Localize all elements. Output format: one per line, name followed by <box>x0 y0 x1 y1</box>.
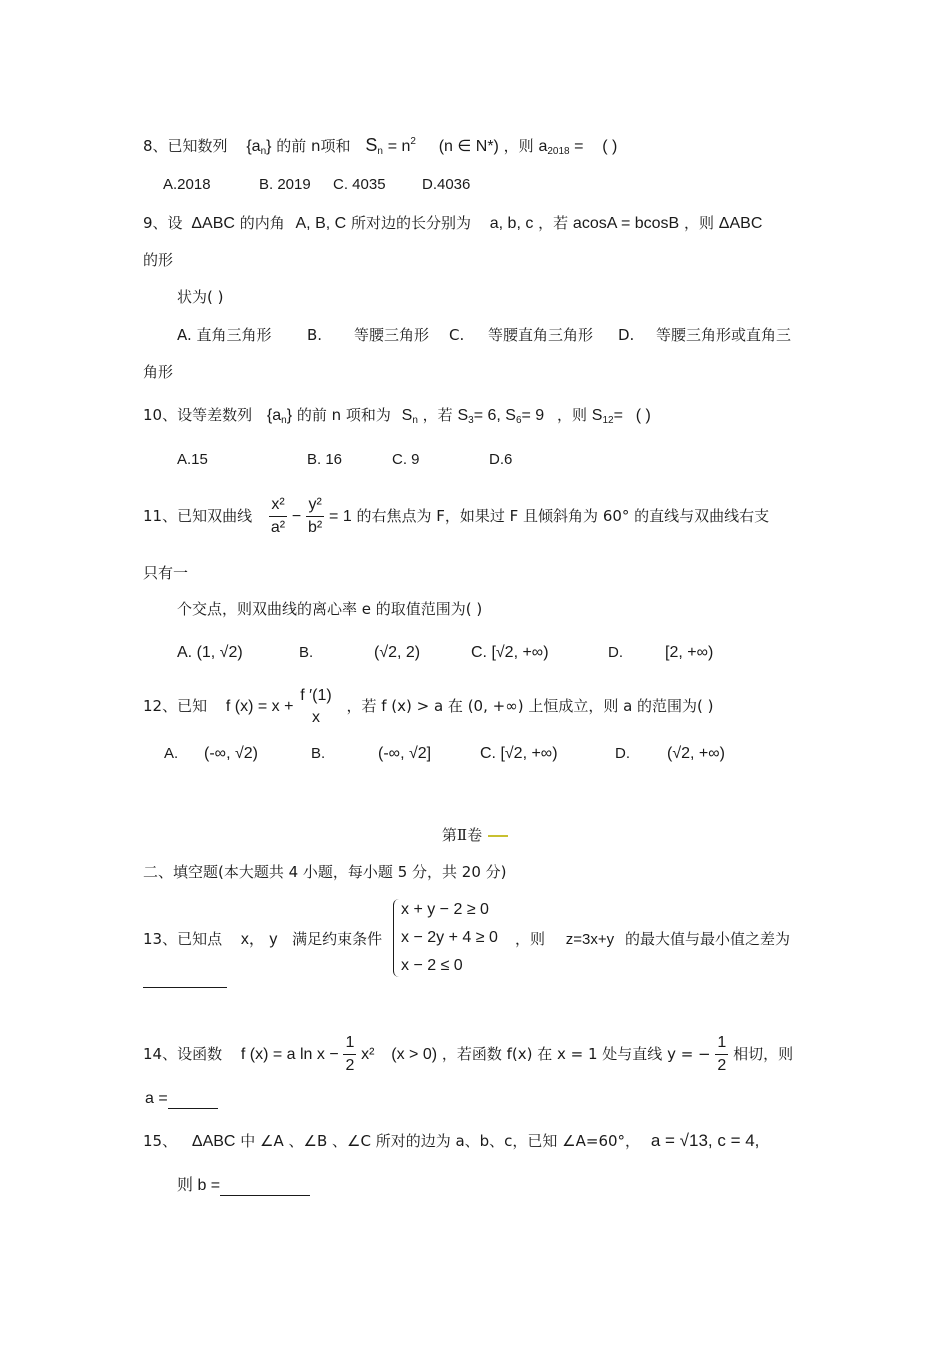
q10-option-d: D.6 <box>489 451 513 468</box>
q15-answer: 则 b = <box>177 1175 310 1196</box>
q13-constraint-system: x + y − 2 ≥ 0 x − 2y + 4 ≥ 0 x − 2 ≤ 0 <box>393 899 523 979</box>
q11-fraction-x: $\frac{\text{x²}}{\text{a²}}$ <box>270 496 286 536</box>
q11-option-d-label: D. <box>608 644 623 661</box>
q8-stem: 8、已知数列 $\{a_n\}$ 的前 n项和 $S_n = n^2$ (n ∈ N*) ，则 $a_{2018}$ = ( ) <box>143 135 618 157</box>
q10-stem: 10、设等差数列 $\{a_n\}$ 的前 n 项和为 $S_n$ ，若 $S_3= 6$, $S_6= 9$ ，则 $S_{12}=$ ( ) <box>143 406 651 426</box>
q9-stem: 9、设 ΔABC 的内角 A, B, C 所对边的长分别为 a, b, c ，若 acosA = bcosB ，则 ΔABC <box>143 214 763 232</box>
part2-title: 第Ⅱ卷 <box>0 824 950 845</box>
q12-option-b-label: B. <box>311 745 326 762</box>
q8-option-d: D.4036 <box>422 176 471 193</box>
q14-answer: a = <box>145 1088 218 1109</box>
q9-option-d: 等腰三角形或直角三 <box>656 326 792 344</box>
q11-option-d: [2, +∞) <box>665 644 714 661</box>
section-heading: 二、填空题(本大题共 4 小题，每小题 5 分，共 20 分) <box>143 863 507 881</box>
q12-fraction: f ′(1) x <box>300 686 332 726</box>
q12-option-d-label: D. <box>615 745 630 762</box>
q14-stem: 14、设函数 f (x) = a ln x − $\frac{1}{2}$ x² (x > 0) ，若函数 f(x) 在 x = 1 处与直线 y = − $\frac{1}{2}$ 相切，则 <box>143 1028 793 1081</box>
q13-stem-right: ，则 z=3x+y 的最大值与最小值之差为 <box>515 930 790 948</box>
q15-stem: 15、 ΔABC 中 ∠A 、∠B 、∠C 所对的边为 a、b、c，已知 ∠A=60°， a = √13, c = 4, <box>143 1131 760 1150</box>
q12-option-a: (-∞, √2) <box>204 745 258 762</box>
q11-option-c: C. [√2, +∞) <box>471 644 549 661</box>
q9-option-b: 等腰三角形 <box>354 326 430 344</box>
q14-answer-blank[interactable] <box>168 1090 218 1109</box>
q14-fraction-line: $\frac{1}{2}$ <box>717 1034 727 1074</box>
q10-option-b: B. 16 <box>307 451 343 468</box>
q9-option-c-label: C. <box>449 326 465 344</box>
q11-stem: 11、已知双曲线 $\frac{\text{x²}}{\text{a²}}$ − $\frac{\text{y²}}{\text{b²}}$ = 1 的右焦点为 F，如果过 F 且倾斜角为 60° 的直线与双曲线右支 <box>143 490 769 543</box>
q12-option-b: (-∞, √2] <box>378 745 432 762</box>
q11-option-b-label: B. <box>299 644 314 661</box>
q12-option-c: C. [√2, +∞) <box>480 745 558 762</box>
q13-stem-left: 13、已知点 x， y 满足约束条件 <box>143 930 383 948</box>
q8-option-b: B. 2019 <box>259 176 311 193</box>
q11-line3: 个交点，则双曲线的离心率 e 的取值范围为( ) <box>177 600 483 618</box>
q11-option-b: (√2, 2) <box>374 644 421 661</box>
q9-option-c: 等腰直角三角形 <box>488 326 594 344</box>
q13-answer-blank[interactable] <box>143 968 227 988</box>
q10-option-a: A.15 <box>177 451 208 468</box>
q8-option-a: A.2018 <box>163 176 211 193</box>
q9-line-end: 角形 <box>143 363 174 381</box>
q9-option-b-label: B. <box>307 326 323 344</box>
q8-option-c: C. 4035 <box>333 176 386 193</box>
q9-option-d-label: D. <box>618 326 635 344</box>
q11-fraction-y: $\frac{\text{y²}}{\text{b²}}$ <box>308 496 323 536</box>
q14-fraction-half: $\frac{1}{2}$ <box>345 1034 355 1074</box>
q9-option-a: A. 直角三角形 <box>177 326 272 344</box>
q9-line2: 的形 <box>143 251 174 269</box>
q11-line2: 只有一 <box>143 564 189 582</box>
q11-option-a: A. (1, √2) <box>177 644 243 661</box>
q15-answer-blank[interactable] <box>220 1177 310 1196</box>
q12-option-d: (√2, +∞) <box>667 745 725 762</box>
q9-line3: 状为( ) <box>177 288 224 306</box>
q10-option-c: C. 9 <box>392 451 420 468</box>
q12-stem: 12、已知 f (x) = x + f ′(1) x ，若 f (x) > a 在 (0, +∞) 上恒成立，则 a 的范围为( ) <box>143 680 714 733</box>
q12-option-a-label: A. <box>164 745 179 762</box>
